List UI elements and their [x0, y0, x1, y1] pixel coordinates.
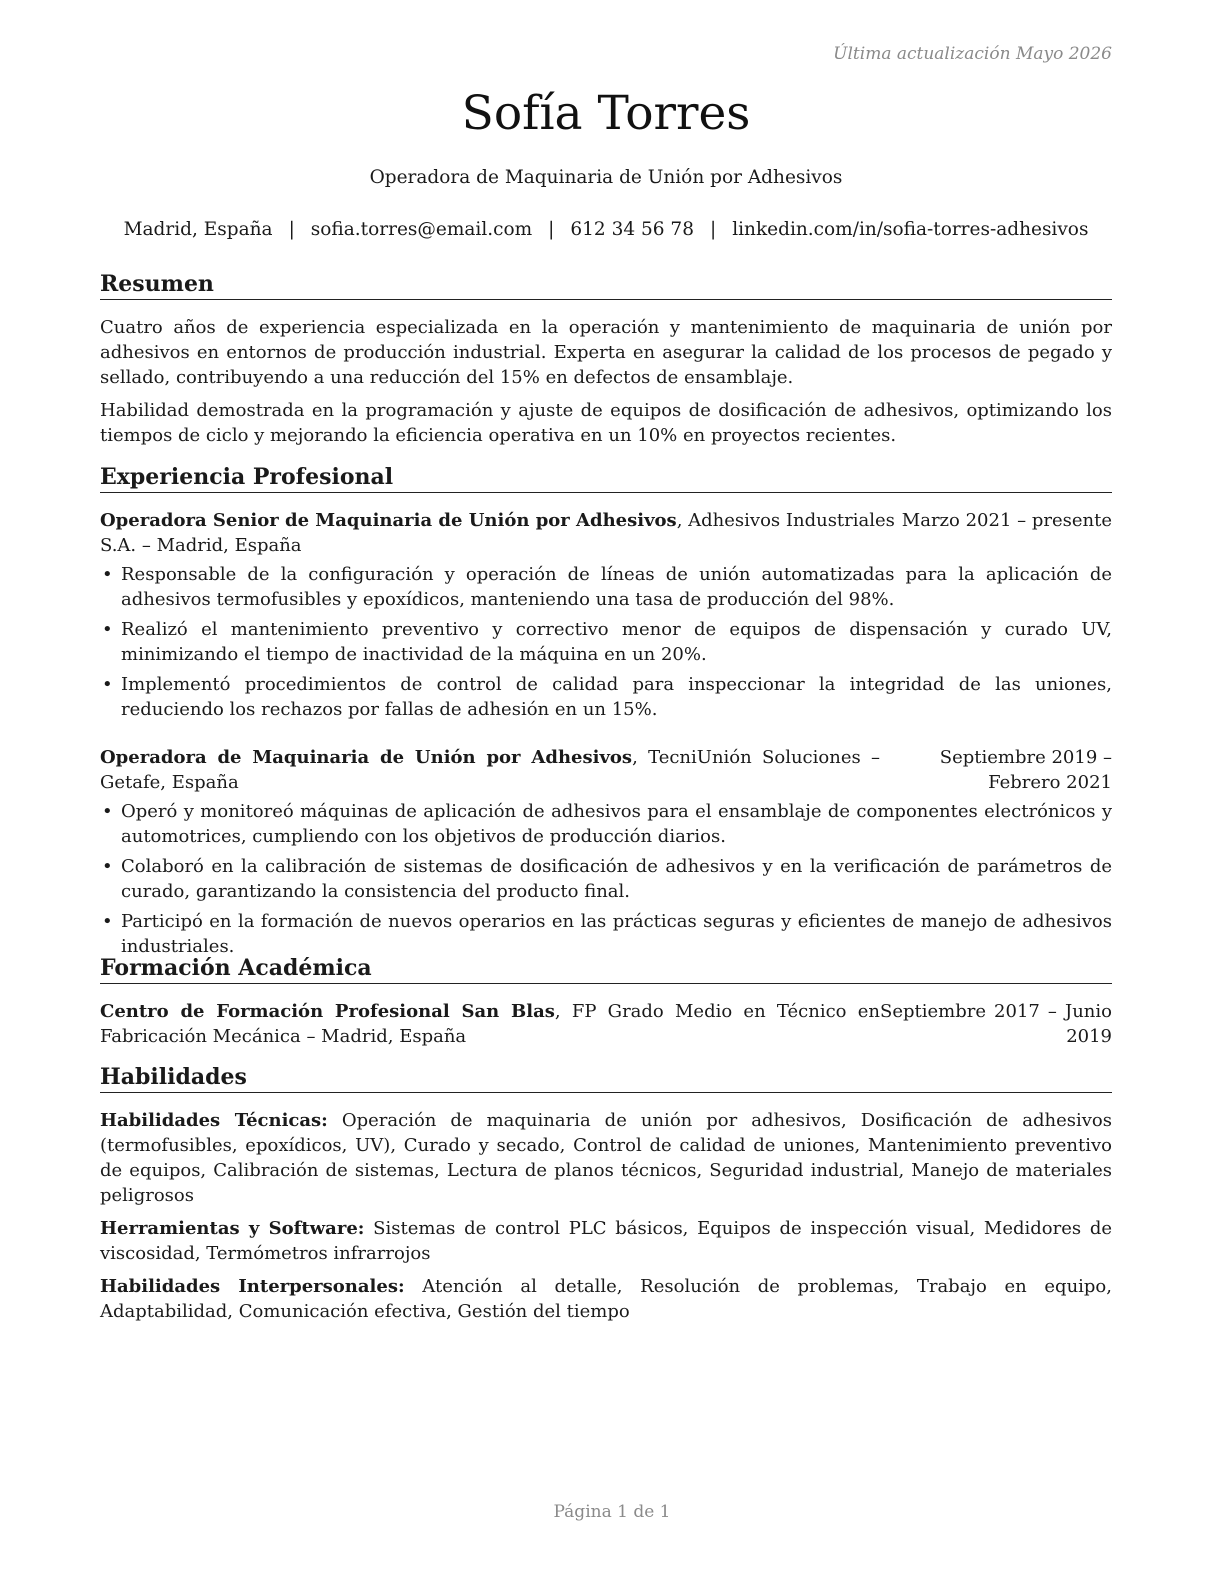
skill-group	[100, 1274, 1112, 1324]
job-role: Operadora de Maquinaria de Unión por Adhesivos	[100, 747, 633, 768]
contact-location: Madrid, España	[123, 219, 273, 240]
bullet-icon: •	[102, 619, 113, 640]
skill-group	[100, 1216, 1112, 1266]
list-item: • Responsable de la configuración y operación de líneas de unión automatizadas para la aplicación de adhesivos termofusibles y epoxídicos, manteniendo una tasa de producción del 98%.	[102, 564, 1112, 610]
list-item: • Participó en la formación de nuevos operarios en las prácticas seguras y eficientes de manejo de adhesivos industriales.	[102, 911, 1112, 957]
experience-heading: Experiencia Profesional	[100, 463, 1112, 493]
skill-group-text: Atención al detalle, Resolución de problemas, Trabajo en equipo, Adaptabilidad, Comunicación efectiva, Gestión del tiempo	[100, 1276, 1112, 1322]
job-entry	[100, 508, 1112, 722]
job-header	[100, 745, 1112, 795]
job-entry	[100, 745, 1112, 959]
bullet-icon: •	[102, 911, 113, 932]
bullet-icon: •	[102, 674, 113, 695]
contact-separator: |	[709, 219, 717, 240]
contact-separator: |	[288, 219, 295, 240]
experience-section	[100, 463, 1112, 964]
summary-section	[100, 270, 1112, 448]
job-title-line	[100, 745, 880, 795]
bullet-icon: •	[102, 801, 113, 822]
contact-separator: |	[548, 219, 555, 240]
summary-paragraph: Habilidad demostrada en la programación y ajuste de equipos de dosificación de adhesivos, optimizando los tiempos de ciclo y mejorando la eficiencia operativa en un 10% en proyectos recientes.	[100, 400, 1112, 446]
candidate-name: Sofía Torres	[461, 86, 751, 141]
last-updated: Última actualización Mayo 2026	[833, 44, 1112, 64]
job-header	[100, 508, 1112, 558]
list-item: • Realizó el mantenimiento preventivo y correctivo menor de equipos de dispensación y curado UV, minimizando el tiempo de inactividad de la máquina en un 20%.	[102, 619, 1112, 665]
list-item: • Operó y monitoreó máquinas de aplicación de adhesivos para el ensamblaje de componentes electrónicos y automotrices, cumpliendo con los objetivos de producción diarios.	[102, 801, 1112, 847]
skill-group-label: Herramientas y Software:	[100, 1218, 365, 1239]
job-dates: Septiembre 2019 – Febrero 2021	[939, 747, 1112, 793]
education-section	[100, 954, 1112, 1049]
page-number: Página 1 de 1	[553, 1502, 671, 1522]
skill-group-label: Habilidades Interpersonales:	[100, 1276, 405, 1297]
job-company: , Adhesivos Industriales S.A. – Madrid, España	[100, 510, 895, 556]
skill-group	[100, 1108, 1112, 1208]
bullet-icon: •	[102, 564, 113, 585]
job-bullets	[100, 799, 1112, 959]
contact-email[interactable]: sofia.torres@email.com	[310, 219, 533, 240]
job-role: Operadora Senior de Maquinaria de Unión por Adhesivos	[100, 510, 677, 531]
education-heading: Formación Académica	[100, 954, 1112, 984]
job-bullets	[100, 562, 1112, 722]
skills-section	[100, 1063, 1112, 1332]
contact-phone: 612 34 56 78	[570, 219, 694, 240]
resume-page	[100, 0, 1112, 1584]
education-dates: Septiembre 2017 – Junio 2019	[880, 1001, 1112, 1047]
contact-line	[100, 219, 1112, 240]
bullet-icon: •	[102, 856, 113, 877]
candidate-title: Operadora de Maquinaria de Unión por Adhesivos	[369, 167, 843, 188]
skill-group-label: Habilidades Técnicas:	[100, 1110, 328, 1131]
summary-paragraph: Cuatro años de experiencia especializada en la operación y mantenimiento de maquinaria de unión por adhesivos en entornos de producción industrial. Experta en asegurar la calidad de los procesos de pegado y sellado, contribuyendo a una reducción del 15% en defectos de ensamblaje.	[100, 317, 1112, 388]
education-school: Centro de Formación Profesional San Blas	[100, 1001, 555, 1022]
list-item: • Implementó procedimientos de control de calidad para inspeccionar la integridad de las uniones, reduciendo los rechazos por fallas de adhesión en un 15%.	[102, 674, 1112, 720]
list-item: • Colaboró en la calibración de sistemas de dosificación de adhesivos y en la verificación de parámetros de curado, garantizando la consistencia del producto final.	[102, 856, 1112, 902]
skill-group-text: Operación de maquinaria de unión por adhesivos, Dosificación de adhesivos (termofusibles, epoxídicos, UV), Curado y secado, Control de calidad de uniones, Mantenimiento preventivo de equipos, Calibración de sistemas, Lectura de planos técnicos, Seguridad industrial, Manejo de materiales peligrosos	[100, 1110, 1112, 1206]
contact-linkedin[interactable]: linkedin.com/in/sofia-torres-adhesivos	[732, 219, 1089, 240]
job-title-line	[100, 508, 900, 558]
job-dates: Marzo 2021 – presente	[901, 510, 1112, 531]
summary-heading: Resumen	[100, 270, 1112, 300]
education-entry	[100, 999, 1112, 1049]
job-company: , TecniUnión Soluciones – Getafe, España	[100, 747, 881, 793]
skills-heading: Habilidades	[100, 1063, 1112, 1093]
skill-group-text: Sistemas de control PLC básicos, Equipos de inspección visual, Medidores de viscosidad, Termómetros infrarrojos	[100, 1218, 1113, 1264]
education-degree: , FP Grado Medio en Técnico en Fabricación Mecánica – Madrid, España	[100, 1001, 881, 1047]
education-title-line	[100, 999, 880, 1049]
